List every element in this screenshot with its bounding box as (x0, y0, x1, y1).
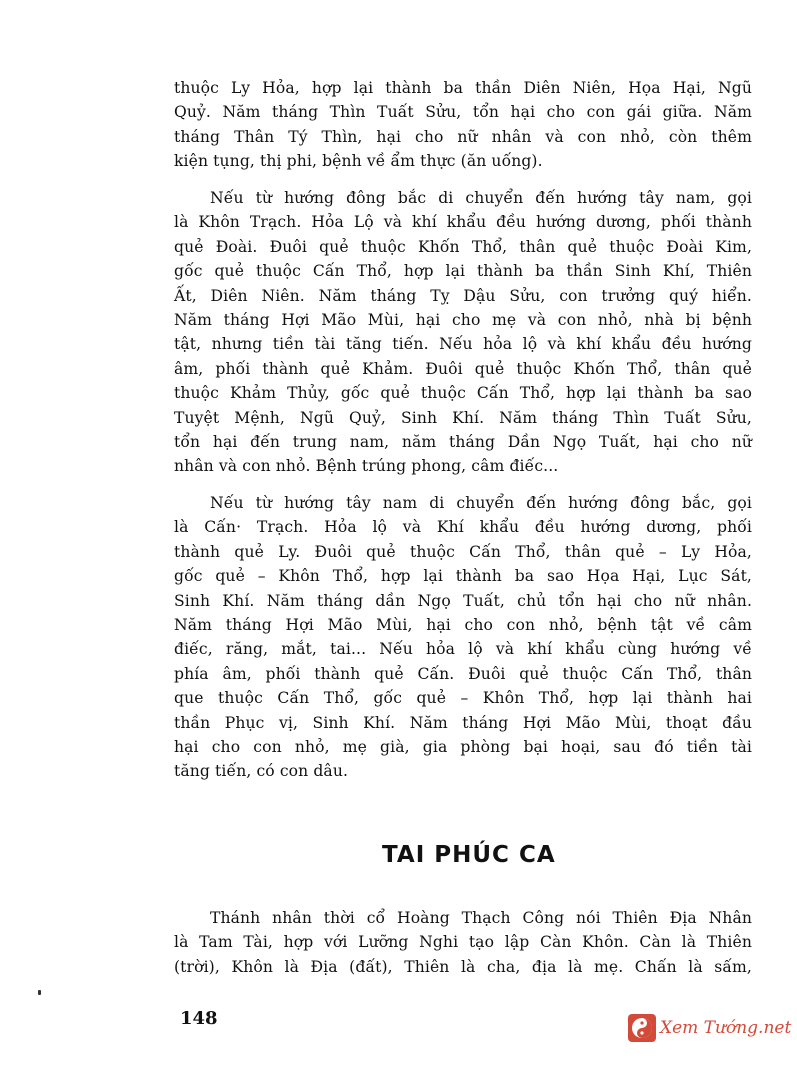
watermark-text: Xem Tướng.net (660, 1018, 792, 1038)
section-heading: TAI PHÚC CA (382, 842, 556, 868)
text-line: (trời), Khôn là Địa (đất), Thiên là cha, địa là mẹ. Chấn là sấm, (174, 957, 752, 976)
text-line: là Tam Tài, hợp với Lưỡng Nghi tạo lập Càn Khôn. Càn là Thiên (174, 933, 752, 952)
text-line: Năm tháng Hợi Mão Mùi, hại cho con nhỏ, bệnh tật về câm (174, 615, 752, 634)
site-watermark (628, 1014, 791, 1042)
text-line: là Cấn· Trạch. Hỏa lộ và Khí khẩu đều hướng dương, phối (174, 518, 752, 537)
text-line: Thánh nhân thời cổ Hoàng Thạch Công nói Thiên Địa Nhân (210, 909, 752, 927)
text-line: nhân và con nhỏ. Bệnh trúng phong, câm điếc... (174, 457, 559, 476)
text-line: Năm tháng Hợi Mão Mùi, hại cho mẹ và con nhỏ, nhà bị bệnh (174, 310, 752, 329)
paragraph-1 (174, 76, 752, 174)
text-line: que thuộc Cấn Thổ, gốc quẻ – Khôn Thổ, hợp lại thành hai (174, 689, 752, 708)
page-number: 148 (180, 1008, 218, 1029)
text-line: kiện tụng, thị phi, bệnh về ẩm thực (ăn uống). (174, 152, 543, 171)
text-line: gốc quẻ – Khôn Thổ, hợp lại thành ba sao Họa Hại, Lục Sát, (174, 567, 752, 586)
text-line: thuộc Khảm Thủy, gốc quẻ thuộc Cấn Thổ, hợp lại thành ba sao (174, 384, 752, 403)
text-line: Ất, Diên Niên. Năm tháng Tỵ Dậu Sửu, con trưởng quý hiển. (174, 286, 752, 305)
text-line: tật, nhưng tiền tài tăng tiến. Nếu hỏa lộ và khí khẩu đều hướng (174, 335, 752, 354)
text-line: thần Phục vị, Sinh Khí. Năm tháng Hợi Mão Mùi, thoạt đầu (174, 713, 752, 732)
text-line: thành quẻ Ly. Đuôi quẻ thuộc Cấn Thổ, thân quẻ – Ly Hỏa, (174, 542, 752, 561)
text-line: hại cho con nhỏ, mẹ già, gia phòng bại hoại, sau đó tiền tài (174, 737, 752, 756)
text-line: là Khôn Trạch. Hỏa Lộ và khí khẩu đều hướng dương, phối thành (174, 213, 752, 232)
paragraph-3 (174, 491, 752, 784)
yin-yang-icon (628, 1014, 656, 1042)
text-line: điếc, răng, mắt, tai... Nếu hỏa lộ và khí khẩu cùng hướng về (174, 640, 752, 659)
text-line: phía âm, phối thành quẻ Cấn. Đuôi quẻ thuộc Cấn Thổ, thân (174, 664, 752, 683)
text-line: tăng tiến, có con dâu. (174, 762, 349, 781)
text-line: thuộc Ly Hỏa, hợp lại thành ba thần Diên Niên, Họa Hại, Ngũ (174, 79, 752, 97)
text-line: tổn hại đến trung nam, năm tháng Dần Ngọ Tuất, hại cho nữ (174, 432, 752, 451)
text-line: Sinh Khí. Năm tháng dần Ngọ Tuất, chủ tổn hại cho nữ nhân. (174, 591, 752, 610)
paragraph-2 (174, 186, 752, 479)
scan-speck (38, 990, 41, 995)
text-line: Tuyệt Mệnh, Ngũ Quỷ, Sinh Khí. Năm tháng Thìn Tuất Sửu, (174, 408, 752, 427)
text-line: Nếu từ hướng tây nam di chuyển đến hướng đông bắc, gọi (210, 494, 752, 512)
text-line: âm, phối thành quẻ Khảm. Đuôi quẻ thuộc Khốn Thổ, thân quẻ (174, 359, 752, 378)
text-line: quẻ Đoài. Đuôi quẻ thuộc Khốn Thổ, thân quẻ thuộc Đoài Kim, (174, 237, 752, 256)
paragraph-4 (174, 906, 752, 979)
text-line: Quỷ. Năm tháng Thìn Tuất Sửu, tổn hại cho con gái giữa. Năm (174, 103, 752, 122)
text-line: Nếu từ hướng đông bắc di chuyển đến hướng tây nam, gọi (210, 189, 752, 207)
text-line: tháng Thân Tý Thìn, hại cho nữ nhân và con nhỏ, còn thêm (174, 127, 752, 146)
text-line: gốc quẻ thuộc Cấn Thổ, hợp lại thành ba thần Sinh Khí, Thiên (174, 262, 752, 281)
